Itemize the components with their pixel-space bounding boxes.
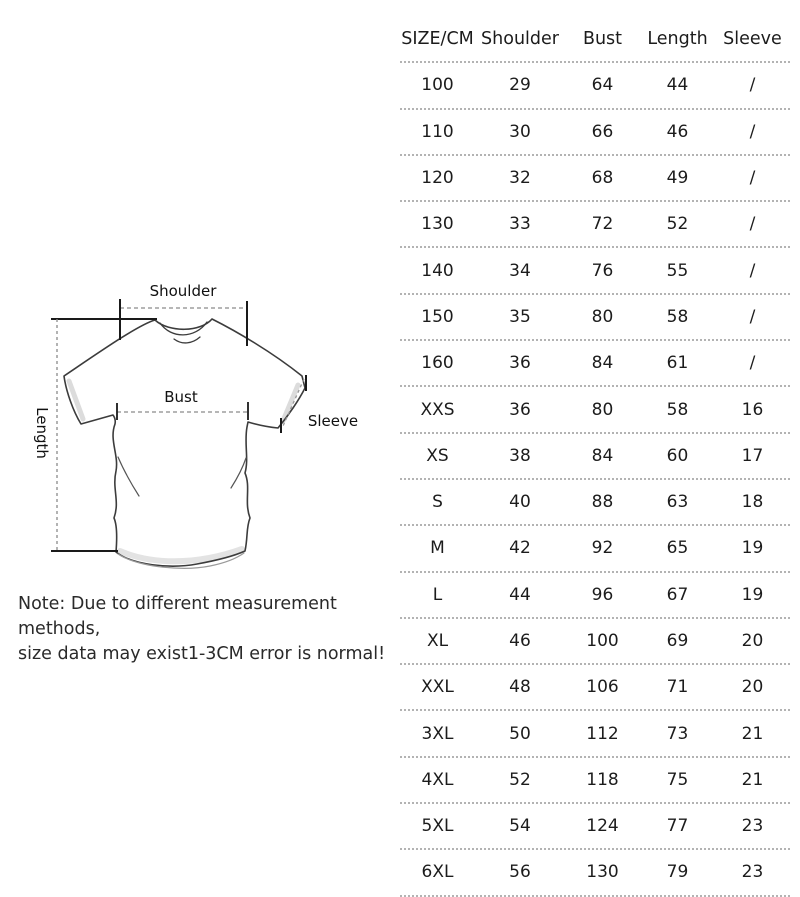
table-cell: 76 xyxy=(591,260,614,281)
table-cell: 60 xyxy=(666,445,689,466)
table-cell: 4XL xyxy=(421,769,454,790)
table-cell: 64 xyxy=(591,75,614,96)
table-cell: 110 xyxy=(421,121,454,142)
table-cell: 56 xyxy=(509,862,531,883)
length-measure xyxy=(33,319,157,551)
table-cell: 20 xyxy=(741,631,764,651)
table-cell: 30 xyxy=(509,121,531,142)
table-cell: 40 xyxy=(509,492,531,513)
table-cell: 77 xyxy=(666,816,689,837)
tshirt-outline xyxy=(64,319,305,568)
table-cell: 38 xyxy=(509,445,531,466)
table-cell: 61 xyxy=(666,353,689,374)
table-cell: 19 xyxy=(741,584,764,605)
table-cell: XXL xyxy=(421,677,454,698)
table-cell: 20 xyxy=(741,677,764,698)
table-cell: 48 xyxy=(509,677,531,698)
table-cell: 84 xyxy=(591,353,614,374)
collar-ribbing-lower xyxy=(174,337,200,343)
table-cell: 33 xyxy=(509,214,531,235)
column-header-size: SIZE/CM xyxy=(401,29,474,50)
table-cell: M xyxy=(430,538,445,559)
table-cell: / xyxy=(749,353,756,374)
table-cell: 58 xyxy=(666,306,689,327)
table-cell: 65 xyxy=(666,538,689,559)
table-cell: XS xyxy=(426,445,449,466)
table-cell: 130 xyxy=(421,214,454,235)
table-cell: 150 xyxy=(421,306,454,327)
table-cell: 100 xyxy=(421,75,454,96)
table-cell: 35 xyxy=(509,306,531,327)
table-cell: 67 xyxy=(666,584,689,605)
table-cell: 36 xyxy=(509,353,531,374)
table-cell: 124 xyxy=(586,816,619,837)
table-cell: 18 xyxy=(741,492,764,513)
table-row xyxy=(400,248,790,294)
length-label: Length xyxy=(33,407,51,459)
table-row xyxy=(400,526,790,572)
table-cell: 19 xyxy=(741,538,764,559)
table-cell: 63 xyxy=(666,492,689,513)
table-cell: 34 xyxy=(509,260,531,281)
table-cell: 80 xyxy=(591,399,614,420)
size-chart-table xyxy=(400,17,790,897)
table-cell: 46 xyxy=(509,631,531,651)
table-cell: 130 xyxy=(586,862,619,883)
table-cell: 50 xyxy=(509,723,531,744)
table-cell: / xyxy=(749,306,756,327)
table-cell: / xyxy=(749,214,756,235)
table-cell: 79 xyxy=(666,862,689,883)
table-cell: 21 xyxy=(741,723,764,744)
table-cell: 52 xyxy=(666,214,689,235)
note-line-1: Note: Due to different measurement methods, xyxy=(18,594,337,639)
table-cell: 17 xyxy=(741,445,764,466)
table-cell: 160 xyxy=(421,353,454,374)
table-row xyxy=(400,341,790,387)
column-header-sleeve: Sleeve xyxy=(723,29,782,50)
table-cell: 92 xyxy=(591,538,614,559)
table-cell: XXS xyxy=(420,399,455,420)
table-cell: 100 xyxy=(586,631,619,651)
table-cell: 29 xyxy=(509,75,531,96)
table-cell: 73 xyxy=(666,723,689,744)
table-cell: 52 xyxy=(509,769,531,790)
table-row xyxy=(400,202,790,248)
table-row xyxy=(400,573,790,619)
table-row xyxy=(400,711,790,757)
table-cell: 46 xyxy=(666,121,689,142)
table-cell: / xyxy=(749,75,756,96)
table-cell: 118 xyxy=(586,769,619,790)
table-cell: 44 xyxy=(666,75,689,96)
table-row xyxy=(400,850,790,896)
table-row xyxy=(400,665,790,711)
table-cell: / xyxy=(749,260,756,281)
table-row xyxy=(400,387,790,433)
table-cell: S xyxy=(432,492,443,513)
measurement-note xyxy=(18,592,388,667)
table-cell: 5XL xyxy=(421,816,454,837)
shoulder-label: Shoulder xyxy=(149,282,217,300)
table-cell: 32 xyxy=(509,168,531,189)
column-header-bust: Bust xyxy=(582,29,623,50)
table-cell: 106 xyxy=(586,677,619,698)
table-cell: 54 xyxy=(509,816,531,837)
collar-ribbing xyxy=(160,322,207,335)
shirt-shading xyxy=(69,381,298,561)
table-cell: 71 xyxy=(666,677,689,698)
wrinkle-right xyxy=(231,458,246,488)
table-row xyxy=(400,110,790,156)
table-cell: 96 xyxy=(591,584,614,605)
table-cell: 55 xyxy=(666,260,689,281)
table-cell: 88 xyxy=(591,492,614,513)
table-cell: 75 xyxy=(666,769,689,790)
table-cell: 3XL xyxy=(421,723,454,744)
shoulder-measure xyxy=(120,282,247,346)
column-header-shoulder: Shoulder xyxy=(481,29,559,50)
table-cell: 36 xyxy=(509,399,531,420)
table-cell: 42 xyxy=(509,538,531,559)
table-row xyxy=(400,804,790,850)
table-cell: 112 xyxy=(586,723,619,744)
table-cell: 16 xyxy=(741,399,764,420)
tshirt-measurement-diagram xyxy=(20,275,360,575)
table-cell: 23 xyxy=(741,862,764,883)
table-header-row xyxy=(400,17,790,63)
table-row xyxy=(400,758,790,804)
table-row xyxy=(400,434,790,480)
table-cell: 21 xyxy=(741,769,764,790)
table-cell: XL xyxy=(426,631,449,651)
table-cell: / xyxy=(749,121,756,142)
table-row xyxy=(400,156,790,202)
table-cell: / xyxy=(749,168,756,189)
note-line-2: size data may exist1-3CM error is normal! xyxy=(18,644,386,664)
table-row xyxy=(400,480,790,526)
table-cell: 23 xyxy=(741,816,764,837)
table-cell: 68 xyxy=(591,168,614,189)
table-cell: 84 xyxy=(591,445,614,466)
table-cell: 72 xyxy=(591,214,614,235)
table-cell: 66 xyxy=(591,121,614,142)
sleeve-label: Sleeve xyxy=(307,412,359,430)
table-cell: L xyxy=(432,584,443,605)
bust-label: Bust xyxy=(164,388,198,406)
column-header-length: Length xyxy=(647,29,708,50)
table-cell: 140 xyxy=(421,260,454,281)
bust-measure xyxy=(117,388,248,420)
table-row xyxy=(400,295,790,341)
table-cell: 80 xyxy=(591,306,614,327)
table-cell: 58 xyxy=(666,399,689,420)
table-row xyxy=(400,63,790,109)
table-cell: 49 xyxy=(666,168,689,189)
table-cell: 120 xyxy=(421,168,454,189)
size-table-body xyxy=(400,63,790,896)
table-cell: 44 xyxy=(509,584,531,605)
table-row xyxy=(400,619,790,665)
table-cell: 69 xyxy=(666,631,689,651)
table-cell: 6XL xyxy=(421,862,454,883)
wrinkle-left xyxy=(118,457,139,496)
